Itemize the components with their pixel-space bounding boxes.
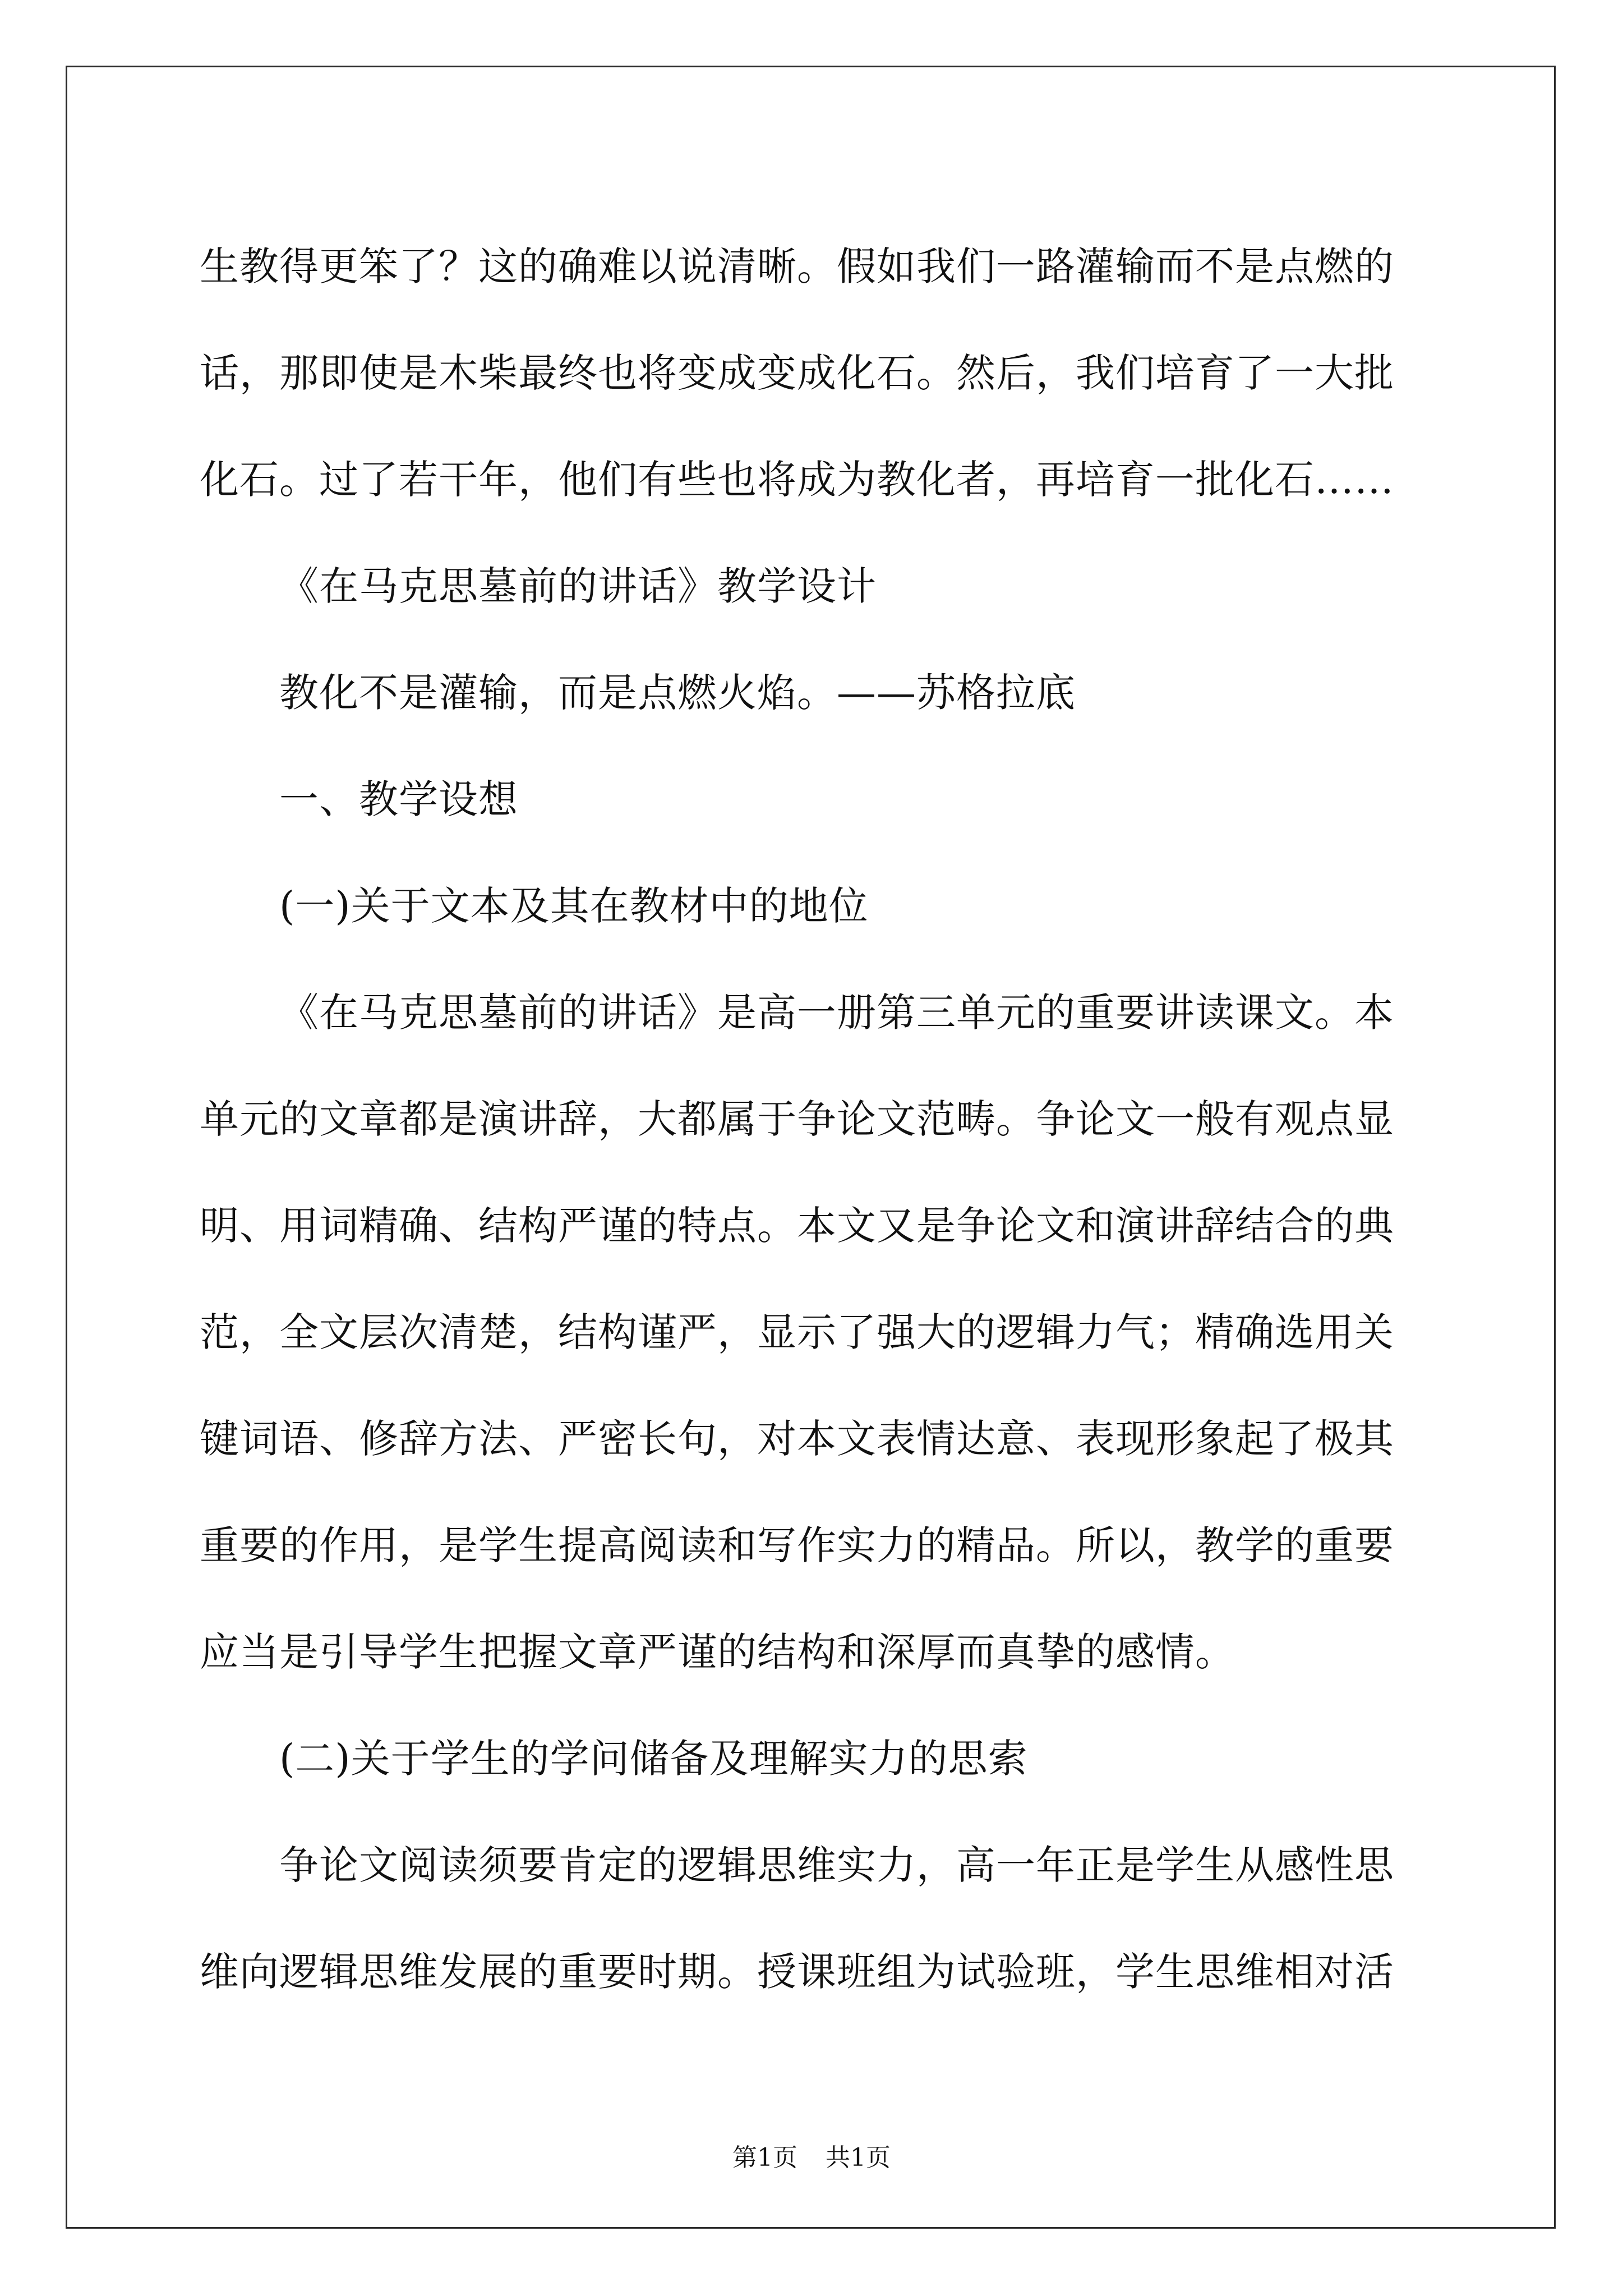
text-line: 范，全文层次清楚，结构谨严，显示了强大的逻辑力气；精确选用关: [200, 1309, 1394, 1355]
text-line: 单元的文章都是演讲辞，大都属于争论文范畴。争论文一般有观点显: [200, 1096, 1394, 1142]
document-body: [200, 213, 1433, 2025]
text-line: 《在马克思墓前的讲话》是高一册第三单元的重要讲读课文。本: [279, 990, 1394, 1036]
text-line: 键词语、修辞方法、严密长句，对本文表情达意、表现形象起了极其: [200, 1416, 1394, 1462]
subsection-heading: (一)关于文本及其在教材中的地位: [279, 883, 869, 929]
text-line: 生教得更笨了？这的确难以说清晰。假如我们一路灌输而不是点燃的: [200, 243, 1394, 289]
text-line: 重要的作用，是学生提高阅读和写作实力的精品。所以，教学的重要: [200, 1522, 1394, 1568]
text-line: 话，那即使是木柴最终也将变成变成化石。然后，我们培育了一大批: [200, 350, 1394, 396]
text-line: 争论文阅读须要肯定的逻辑思维实力，高一年正是学生从感性思: [279, 1842, 1394, 1888]
section-heading: 一、教学设想: [279, 776, 518, 822]
text-line: 维向逻辑思维发展的重要时期。授课班组为试验班，学生思维相对活: [200, 1949, 1394, 1995]
subsection-heading: (二)关于学生的学问储备及理解实力的思索: [279, 1736, 1028, 1782]
epigraph-quote: 教化不是灌输，而是点燃火焰。——苏格拉底: [279, 670, 1076, 716]
text-line: 应当是引导学生把握文章严谨的结构和深厚而真挚的感情。: [200, 1629, 1235, 1675]
page-footer: [0, 2137, 1623, 2173]
page-number: 第1页: [732, 2143, 797, 2172]
section-title: 《在马克思墓前的讲话》教学设计: [279, 563, 877, 609]
page-total: 共1页: [826, 2143, 891, 2172]
text-line: 化石。过了若干年，他们有些也将成为教化者，再培育一批化石……: [200, 457, 1394, 503]
text-line: 明、用词精确、结构严谨的特点。本文又是争论文和演讲辞结合的典: [200, 1203, 1394, 1249]
